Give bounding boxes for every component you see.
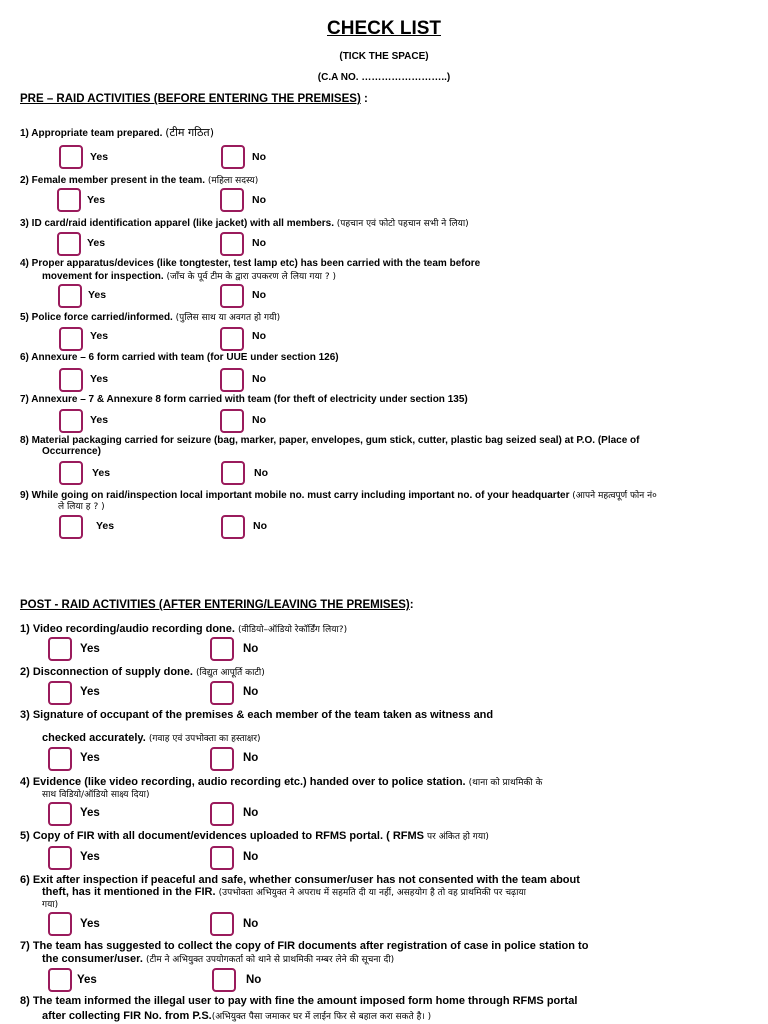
post-item-2-en: 2) Disconnection of supply done. — [20, 666, 197, 678]
post-item-6-hi: (उपभोक्ता अभियुक्त ने अपराध में सहमति दी या नहीं, असहयोग है तो वह प्राथमिकी पर चढ़ाया — [218, 888, 526, 898]
post-item-1-no-label: No — [243, 643, 259, 655]
post-item-1 — [20, 622, 347, 635]
post-item-3-hi: (गवाह एवं उपभोक्ता का हस्ताक्षर) — [148, 734, 261, 744]
post-item-8-en2: after collecting FIR No. from P.S. — [42, 1010, 212, 1022]
pre-item-9-hi: (आपने महत्वपूर्ण फोन नं० — [572, 491, 657, 501]
post-item-6-yes-checkbox[interactable] — [48, 912, 72, 936]
post-item-1-no-checkbox[interactable] — [210, 637, 234, 661]
ca-number-field: (C.A NO. ……………………..) — [317, 72, 451, 83]
pre-item-1-no-checkbox[interactable] — [221, 145, 245, 169]
post-item-6-hi2: गया) — [42, 900, 59, 910]
post-item-1-en: 1) Video recording/audio recording done. — [20, 623, 238, 635]
pre-item-2-no-checkbox[interactable] — [220, 188, 244, 212]
pre-item-2-hi: (महिला सदस्य) — [207, 176, 259, 186]
pre-item-9-yes-checkbox[interactable] — [59, 515, 83, 539]
post-item-1-hi: (वीडियो–ऑडियो रेकॉर्डिंग लिया?) — [238, 625, 348, 635]
pre-item-7-yes-label: Yes — [90, 414, 109, 426]
pre-item-3-no-checkbox[interactable] — [220, 232, 244, 256]
post-item-5-en-b: ( RFMS — [386, 830, 428, 842]
pre-item-5 — [20, 310, 280, 323]
pre-item-4: 4) Proper apparatus/devices (like tongtester, test lamp etc) has been carried with the team before — [20, 258, 481, 269]
post-item-3-no-label: No — [243, 752, 259, 764]
pre-raid-heading-text: PRE – RAID ACTIVITIES (BEFORE ENTERING THE PREMISES) — [20, 93, 361, 105]
post-item-4-en: 4) Evidence (like video recording, audio recording etc.) handed over to police station. — [20, 776, 469, 788]
pre-item-5-en: 5) Police force carried/informed. — [20, 312, 176, 323]
post-item-6-line3 — [42, 897, 58, 910]
pre-item-9 — [20, 488, 657, 501]
post-item-2-no-label: No — [243, 686, 259, 698]
post-item-8-hi: (अभियुक्त पैसा जमाकर घर में लाईन फिर से बहाल करा सकते है। ) — [211, 1012, 432, 1022]
post-item-6: 6) Exit after inspection if peaceful and safe, whether consumer/user has not consented with the team about — [20, 874, 580, 886]
pre-item-3-en: 3) ID card/raid identification apparel (like jacket) with all members. — [20, 218, 337, 229]
post-item-3-en2: checked accurately. — [42, 732, 149, 744]
post-item-5 — [20, 829, 489, 842]
pre-item-2-yes-checkbox[interactable] — [57, 188, 81, 212]
pre-item-4-line2 — [42, 269, 336, 282]
pre-item-4-no-checkbox[interactable] — [220, 284, 244, 308]
pre-item-5-hi: (पुलिस साथ या अवगत हो गयी) — [175, 313, 281, 323]
pre-item-4-en2: movement for inspection. — [42, 271, 167, 282]
post-item-7: 7) The team has suggested to collect the copy of FIR documents after registration of case in police station to — [20, 940, 589, 952]
pre-item-7-no-checkbox[interactable] — [220, 409, 244, 433]
post-raid-heading-text: POST - RAID ACTIVITIES (AFTER ENTERING/LEAVING THE PREMISES) — [20, 599, 410, 611]
pre-item-6: 6) Annexure – 6 form carried with team (for UUE under section 126) — [20, 352, 339, 363]
post-item-6-line2 — [42, 885, 526, 898]
pre-item-9-en: 9) While going on raid/inspection local important mobile no. must carry including important no. of your headquarter — [20, 490, 573, 501]
post-item-2-no-checkbox[interactable] — [210, 681, 234, 705]
post-item-7-yes-checkbox[interactable] — [48, 968, 72, 992]
post-item-7-en2: the consumer/user. — [42, 953, 146, 965]
page-title: CHECK LIST — [327, 18, 441, 39]
pre-item-1-yes-label: Yes — [90, 151, 109, 163]
post-item-3: 3) Signature of occupant of the premises & each member of the team taken as witness and — [20, 709, 494, 721]
pre-item-1-hi: (टीम गठित) — [165, 126, 214, 139]
post-item-3-no-checkbox[interactable] — [210, 747, 234, 771]
post-item-5-yes-checkbox[interactable] — [48, 846, 72, 870]
pre-item-8-line2: Occurrence) — [42, 446, 101, 457]
post-item-7-no-checkbox[interactable] — [212, 968, 236, 992]
post-item-6-yes-label: Yes — [80, 918, 100, 930]
pre-item-3-no-label: No — [252, 237, 266, 249]
post-item-2 — [20, 665, 265, 678]
post-item-4-no-checkbox[interactable] — [210, 802, 234, 826]
pre-item-8-yes-checkbox[interactable] — [59, 461, 83, 485]
post-item-6-en2: theft, has it mentioned in the FIR. — [42, 886, 219, 898]
post-item-8-line2 — [42, 1009, 431, 1022]
pre-item-3-yes-label: Yes — [87, 237, 106, 249]
post-item-4-no-label: No — [243, 807, 259, 819]
pre-item-3-hi: (पहचान एवं फोटो पहचान सभी ने लिया) — [336, 219, 469, 229]
post-item-5-no-checkbox[interactable] — [210, 846, 234, 870]
post-item-3-yes-checkbox[interactable] — [48, 747, 72, 771]
post-item-4-line2 — [42, 787, 150, 800]
post-raid-heading — [20, 599, 414, 611]
pre-item-7-no-label: No — [252, 414, 266, 426]
pre-item-6-yes-checkbox[interactable] — [59, 368, 83, 392]
post-item-7-hi: (टीम ने अभियुक्त उपयोगकर्ता को थाने से प्राथमिकी नम्बर लेने की सूचना दी) — [145, 955, 395, 965]
post-item-5-en: 5) Copy of FIR with all document/evidences uploaded to RFMS portal. — [20, 830, 387, 842]
post-item-6-no-label: No — [243, 918, 259, 930]
post-item-7-no-label: No — [246, 974, 262, 986]
post-raid-heading-suffix: : — [409, 599, 414, 611]
pre-item-5-yes-checkbox[interactable] — [59, 327, 83, 351]
post-item-4-yes-label: Yes — [80, 807, 100, 819]
pre-item-2-no-label: No — [252, 194, 266, 206]
pre-item-5-no-checkbox[interactable] — [220, 327, 244, 351]
post-item-3-line2 — [42, 731, 261, 744]
post-item-4-yes-checkbox[interactable] — [48, 802, 72, 826]
pre-item-4-yes-checkbox[interactable] — [58, 284, 82, 308]
post-item-1-yes-label: Yes — [80, 643, 100, 655]
post-item-2-hi: (विद्युत आपूर्ति काटी) — [196, 668, 265, 678]
post-item-5-no-label: No — [243, 851, 259, 863]
post-item-1-yes-checkbox[interactable] — [48, 637, 72, 661]
pre-item-7-yes-checkbox[interactable] — [59, 409, 83, 433]
pre-item-9-line2 — [58, 499, 105, 512]
post-item-8: 8) The team informed the illegal user to pay with fine the amount imposed form home through RFMS portal — [20, 995, 578, 1007]
pre-item-4-yes-label: Yes — [88, 289, 107, 301]
pre-item-4-no-label: No — [252, 289, 266, 301]
pre-item-8-yes-label: Yes — [92, 467, 111, 479]
pre-raid-heading-suffix: : — [360, 93, 368, 105]
pre-item-8: 8) Material packaging carried for seizure (bag, marker, paper, envelopes, gum stick, cutter, plastic bag seized seal) at P.O. (Place of — [20, 435, 640, 446]
post-item-5-hi: पर अंकित हो गया) — [427, 832, 489, 842]
post-item-4-hi: (थाना को प्राथमिकी के — [468, 778, 543, 788]
pre-item-9-no-label: No — [253, 520, 267, 532]
pre-item-5-yes-label: Yes — [90, 330, 109, 342]
pre-item-1-yes-checkbox[interactable] — [59, 145, 83, 169]
pre-item-2 — [20, 173, 258, 186]
pre-item-8-no-label: No — [254, 467, 268, 479]
pre-item-9-hi2: ले लिया ह ? ) — [58, 502, 105, 512]
pre-raid-heading — [20, 93, 368, 105]
pre-item-8-no-checkbox[interactable] — [221, 461, 245, 485]
pre-item-6-yes-label: Yes — [90, 373, 109, 385]
post-item-4-hi2: साथ विडियो/ऑडियो साक्ष्य दिया) — [42, 790, 150, 800]
pre-item-3-yes-checkbox[interactable] — [57, 232, 81, 256]
pre-item-2-en: 2) Female member present in the team. — [20, 175, 208, 186]
pre-item-3 — [20, 216, 469, 229]
pre-item-7: 7) Annexure – 7 & Annexure 8 form carried with team (for theft of electricity under section 135) — [20, 394, 468, 405]
pre-item-1 — [20, 125, 214, 140]
page-subtitle: (TICK THE SPACE) — [339, 51, 429, 62]
post-item-7-line2 — [42, 952, 394, 965]
pre-item-9-no-checkbox[interactable] — [221, 515, 245, 539]
post-item-2-yes-checkbox[interactable] — [48, 681, 72, 705]
pre-item-6-no-checkbox[interactable] — [220, 368, 244, 392]
pre-item-6-no-label: No — [252, 373, 266, 385]
pre-item-4-hi: (जाँच के पूर्व टीम के द्वारा उपकरण ले लिया गया ? ) — [166, 272, 337, 282]
post-item-5-yes-label: Yes — [80, 851, 100, 863]
post-item-2-yes-label: Yes — [80, 686, 100, 698]
post-item-3-yes-label: Yes — [80, 752, 100, 764]
post-item-6-no-checkbox[interactable] — [210, 912, 234, 936]
pre-item-1-no-label: No — [252, 151, 266, 163]
pre-item-1-en: 1) Appropriate team prepared. — [20, 128, 166, 139]
pre-item-9-yes-label: Yes — [96, 520, 115, 532]
pre-item-5-no-label: No — [252, 330, 266, 342]
pre-item-2-yes-label: Yes — [87, 194, 106, 206]
post-item-7-yes-label: Yes — [77, 974, 97, 986]
